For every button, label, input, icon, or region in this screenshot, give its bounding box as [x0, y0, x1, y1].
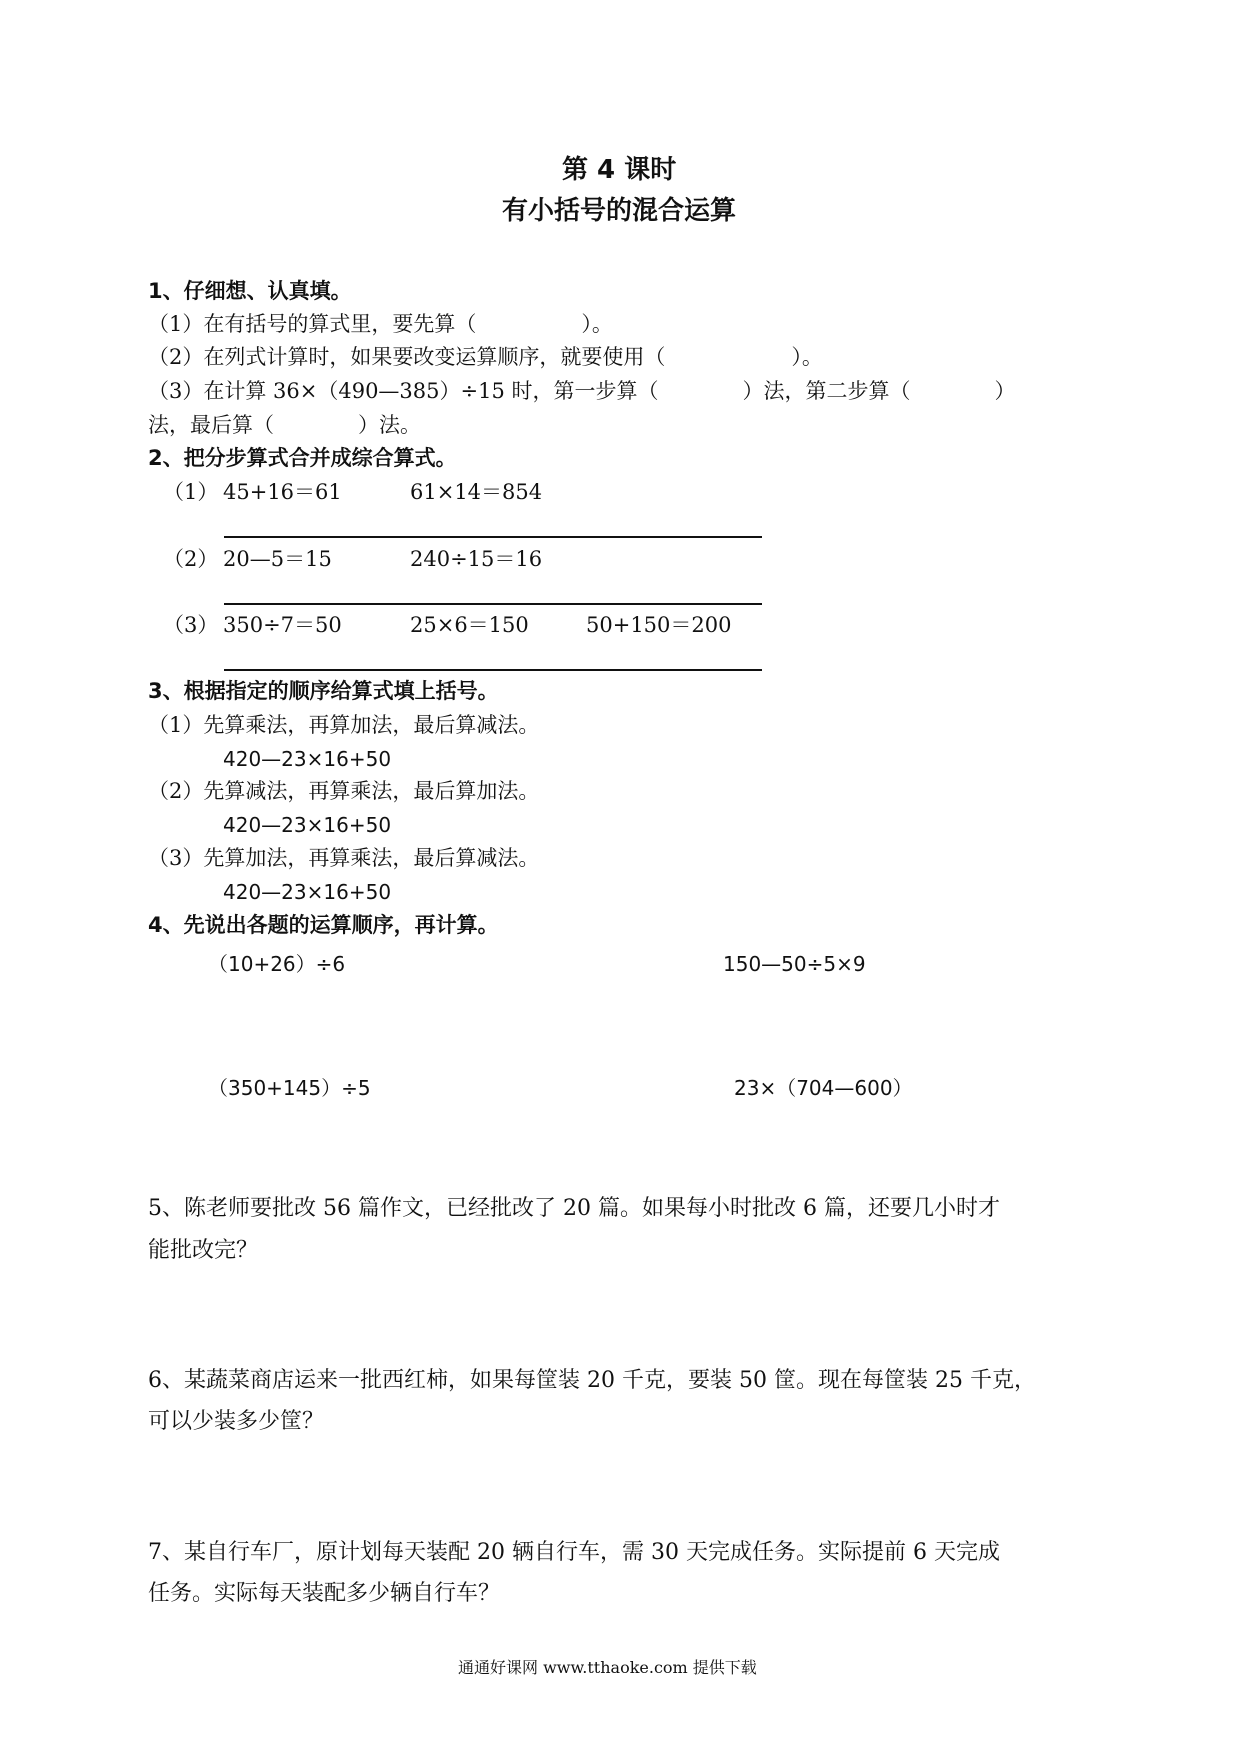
- q2-heading: 2、把分步算式合并成综合算式。: [148, 446, 457, 470]
- footer-source: 通通好课网 www.tthaoke.com 提供下载: [458, 1658, 757, 1677]
- q2-step-c: 50+150＝200: [586, 613, 732, 637]
- lesson-subtitle: 有小括号的混合运算: [502, 196, 737, 226]
- q1-heading: 1、仔细想、认真填。: [148, 279, 352, 303]
- q7-line-1: 7、某自行车厂，原计划每天装配 20 辆自行车，需 30 天完成任务。实际提前 6 天完成: [148, 1540, 1000, 1565]
- q6-line-2: 可以少装多少筐？: [148, 1409, 325, 1434]
- q2-step-a: 45+16＝61: [223, 480, 342, 504]
- q7-line-2: 任务。实际每天装配多少辆自行车？: [148, 1581, 501, 1606]
- q3-instruction: （1）先算乘法，再算加法，最后算减法。: [148, 713, 540, 737]
- q2-step-a: 20—5＝15: [223, 547, 332, 571]
- q2-step-a: 350÷7＝50: [223, 613, 342, 637]
- q5-line-2: 能批改完？: [148, 1238, 259, 1263]
- q4-heading: 4、先说出各题的运算顺序，再计算。: [148, 913, 499, 937]
- q2-step-b: 25×6＝150: [410, 613, 529, 637]
- q3-expression: 420—23×16+50: [223, 813, 392, 837]
- q4-expression: （350+145）÷5: [208, 1076, 371, 1100]
- answer-line: [224, 536, 762, 538]
- q3-instruction: （2）先算减法，再算乘法，最后算加法。: [148, 779, 540, 803]
- q3-heading: 3、根据指定的顺序给算式填上括号。: [148, 679, 499, 703]
- q4-expression: （10+26）÷6: [208, 952, 346, 976]
- q2-row-number: （2）: [163, 547, 219, 571]
- q3-expression: 420—23×16+50: [223, 880, 392, 904]
- answer-line: [224, 669, 762, 671]
- q1-item-2: （2）在列式计算时，如果要改变运算顺序，就要使用（ ）。: [148, 345, 823, 369]
- q2-row-number: （3）: [163, 613, 219, 637]
- q4-expression: 150—50÷5×9: [723, 952, 866, 976]
- q1-item-1: （1）在有括号的算式里，要先算（ ）。: [148, 312, 613, 336]
- q1-item-3-line-2: 法，最后算（ ）法。: [148, 413, 421, 437]
- q3-expression: 420—23×16+50: [223, 747, 392, 771]
- q4-expression: 23×（704—600）: [734, 1076, 913, 1100]
- q6-line-1: 6、某蔬菜商店运来一批西红柿，如果每筐装 20 千克，要装 50 筐。现在每筐装 25 千克，: [148, 1368, 1036, 1393]
- q2-step-b: 61×14＝854: [410, 480, 543, 504]
- answer-line: [224, 603, 762, 605]
- q2-row-number: （1）: [163, 480, 219, 504]
- q1-item-3-line-1: （3）在计算 36×（490—385）÷15 时，第一步算（ ）法，第二步算（ ）: [148, 379, 1016, 403]
- q2-step-b: 240÷15＝16: [410, 547, 543, 571]
- lesson-title: 第 4 课时: [562, 155, 677, 185]
- q5-line-1: 5、陈老师要批改 56 篇作文，已经批改了 20 篇。如果每小时批改 6 篇，还要几小时才: [148, 1196, 1000, 1221]
- q3-instruction: （3）先算加法，再算乘法，最后算减法。: [148, 846, 540, 870]
